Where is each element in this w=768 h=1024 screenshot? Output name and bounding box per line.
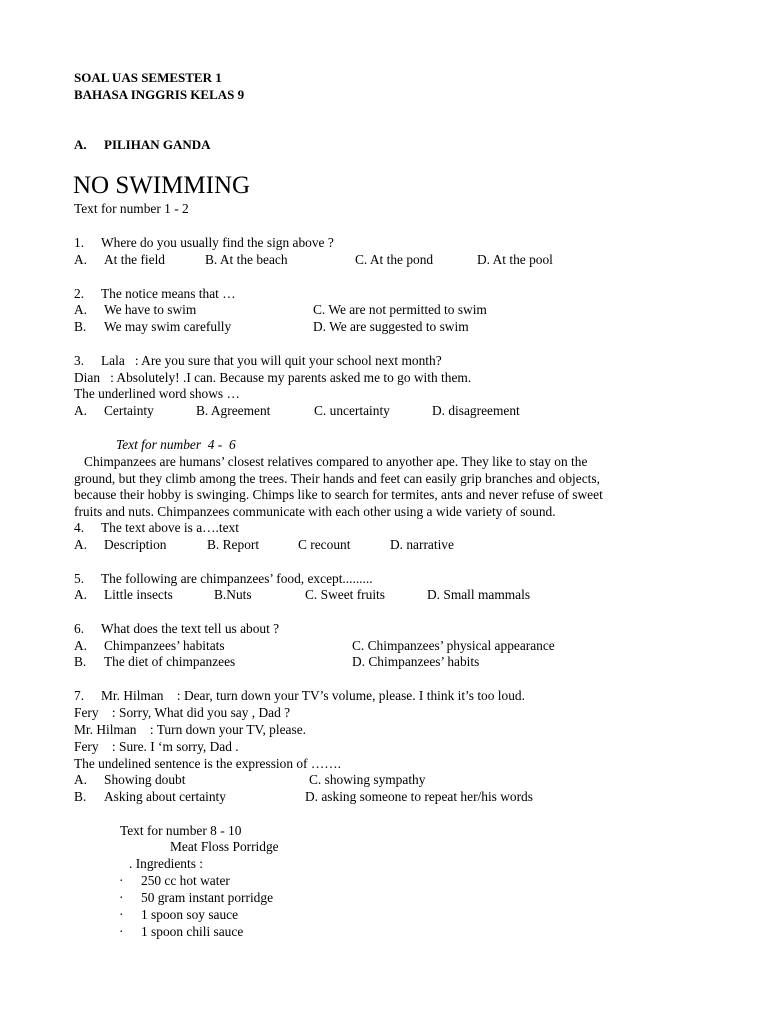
question-number: 3. [74,353,85,368]
option-c: C. At the pond [355,252,434,267]
exam-title: SOAL UAS SEMESTER 1 [74,70,222,85]
option-a-letter: A. [74,772,88,787]
option-b-letter: B. [74,654,87,669]
option-a: At the field [104,252,165,267]
option-b: B.Nuts [214,587,252,602]
option-c: C. Sweet fruits [305,587,385,602]
question-text: The underlined word shows … [74,386,240,401]
option-d: D. asking someone to repeat her/his words [305,789,533,804]
list-item: 1 spoon chili sauce [141,924,244,939]
question-text: The notice means that … [101,286,236,301]
option-a-letter: A. [74,403,88,418]
option-d: D. Small mammals [427,587,531,602]
bullet-icon: · [119,907,124,922]
text-for-label: Text for number 4 - 6 [116,437,236,452]
option-a: Little insects [104,587,173,602]
dialogue-line: Mr. Hilman : Dear, turn down your TV’s volume, please. I think it’s too loud. [101,688,525,703]
option-d: D. At the pool [477,252,553,267]
question-number: 5. [74,571,85,586]
option-a-letter: A. [74,302,88,317]
question-number: 4. [74,520,85,535]
passage-line: ground, but they climb among the trees. Their hands and feet can easily grip branches and objects, [74,471,600,486]
option-b: Asking about certainty [104,789,226,804]
section-title: PILIHAN GANDA [104,137,211,152]
option-b: The diet of chimpanzees [104,654,236,669]
dialogue-line: Lala : Are you sure that you will quit your school next month? [101,353,442,368]
text-for-label: Text for number 8 - 10 [120,823,242,838]
option-a: Certainty [104,403,154,418]
option-c: C. Chimpanzees’ physical appearance [352,638,555,653]
section-letter: A. [74,137,87,152]
option-c: C. showing sympathy [309,772,426,787]
bullet-icon: · [119,924,124,939]
option-a: Description [104,537,167,552]
option-b: B. At the beach [205,252,288,267]
option-b: B. Agreement [196,403,271,418]
recipe-title: Meat Floss Porridge [170,839,279,854]
dialogue-line: Fery : Sure. I ‘m sorry, Dad . [74,739,239,754]
option-a: We have to swim [104,302,197,317]
option-c: C. uncertainty [314,403,390,418]
option-b: We may swim carefully [104,319,232,334]
dialogue-line: Dian : Absolutely! .I can. Because my parents asked me to go with them. [74,370,472,385]
bullet-icon: · [119,890,124,905]
option-a: Chimpanzees’ habitats [104,638,225,653]
option-a-letter: A. [74,252,88,267]
option-d: D. narrative [390,537,454,552]
list-item: 250 cc hot water [141,873,230,888]
option-b: B. Report [207,537,260,552]
option-a: Showing doubt [104,772,186,787]
option-a-letter: A. [74,638,88,653]
question-text: What does the text tell us about ? [101,621,280,636]
question-text: The following are chimpanzees’ food, except......... [101,571,373,586]
question-text: Where do you usually find the sign above ? [101,235,334,250]
bullet-icon: · [119,873,124,888]
option-d: D. disagreement [432,403,520,418]
sign-text: NO SWIMMING [73,172,251,199]
ingredients-label: . Ingredients : [129,856,204,871]
question-text: The undelined sentence is the expression of ……. [74,756,341,771]
passage-line: Chimpanzees are humans’ closest relatives compared to anyother ape. They like to stay on the [74,454,588,469]
question-number: 1. [74,235,85,250]
passage-line: fruits and nuts. Chimpanzees communicate with each other using a wide variety of sound. [74,504,556,519]
list-item: 1 spoon soy sauce [141,907,239,922]
option-c: C. We are not permitted to swim [313,302,487,317]
dialogue-line: Mr. Hilman : Turn down your TV, please. [74,722,306,737]
option-a-letter: A. [74,537,88,552]
passage-line: because their hobby is swinging. Chimps like to search for termites, ants and never refuse of sweet [74,487,603,502]
option-d: D. Chimpanzees’ habits [352,654,480,669]
option-a-letter: A. [74,587,88,602]
question-number: 2. [74,286,85,301]
dialogue-line: Fery : Sorry, What did you say , Dad ? [74,705,291,720]
option-b-letter: B. [74,789,87,804]
question-number: 6. [74,621,85,636]
option-b-letter: B. [74,319,87,334]
option-d: D. We are suggested to swim [313,319,469,334]
question-text: The text above is a….text [101,520,239,535]
list-item: 50 gram instant porridge [141,890,274,905]
option-c: C recount [298,537,351,552]
question-number: 7. [74,688,85,703]
exam-subtitle: BAHASA INGGRIS KELAS 9 [74,87,245,102]
text-for-label: Text for number 1 - 2 [74,201,189,216]
